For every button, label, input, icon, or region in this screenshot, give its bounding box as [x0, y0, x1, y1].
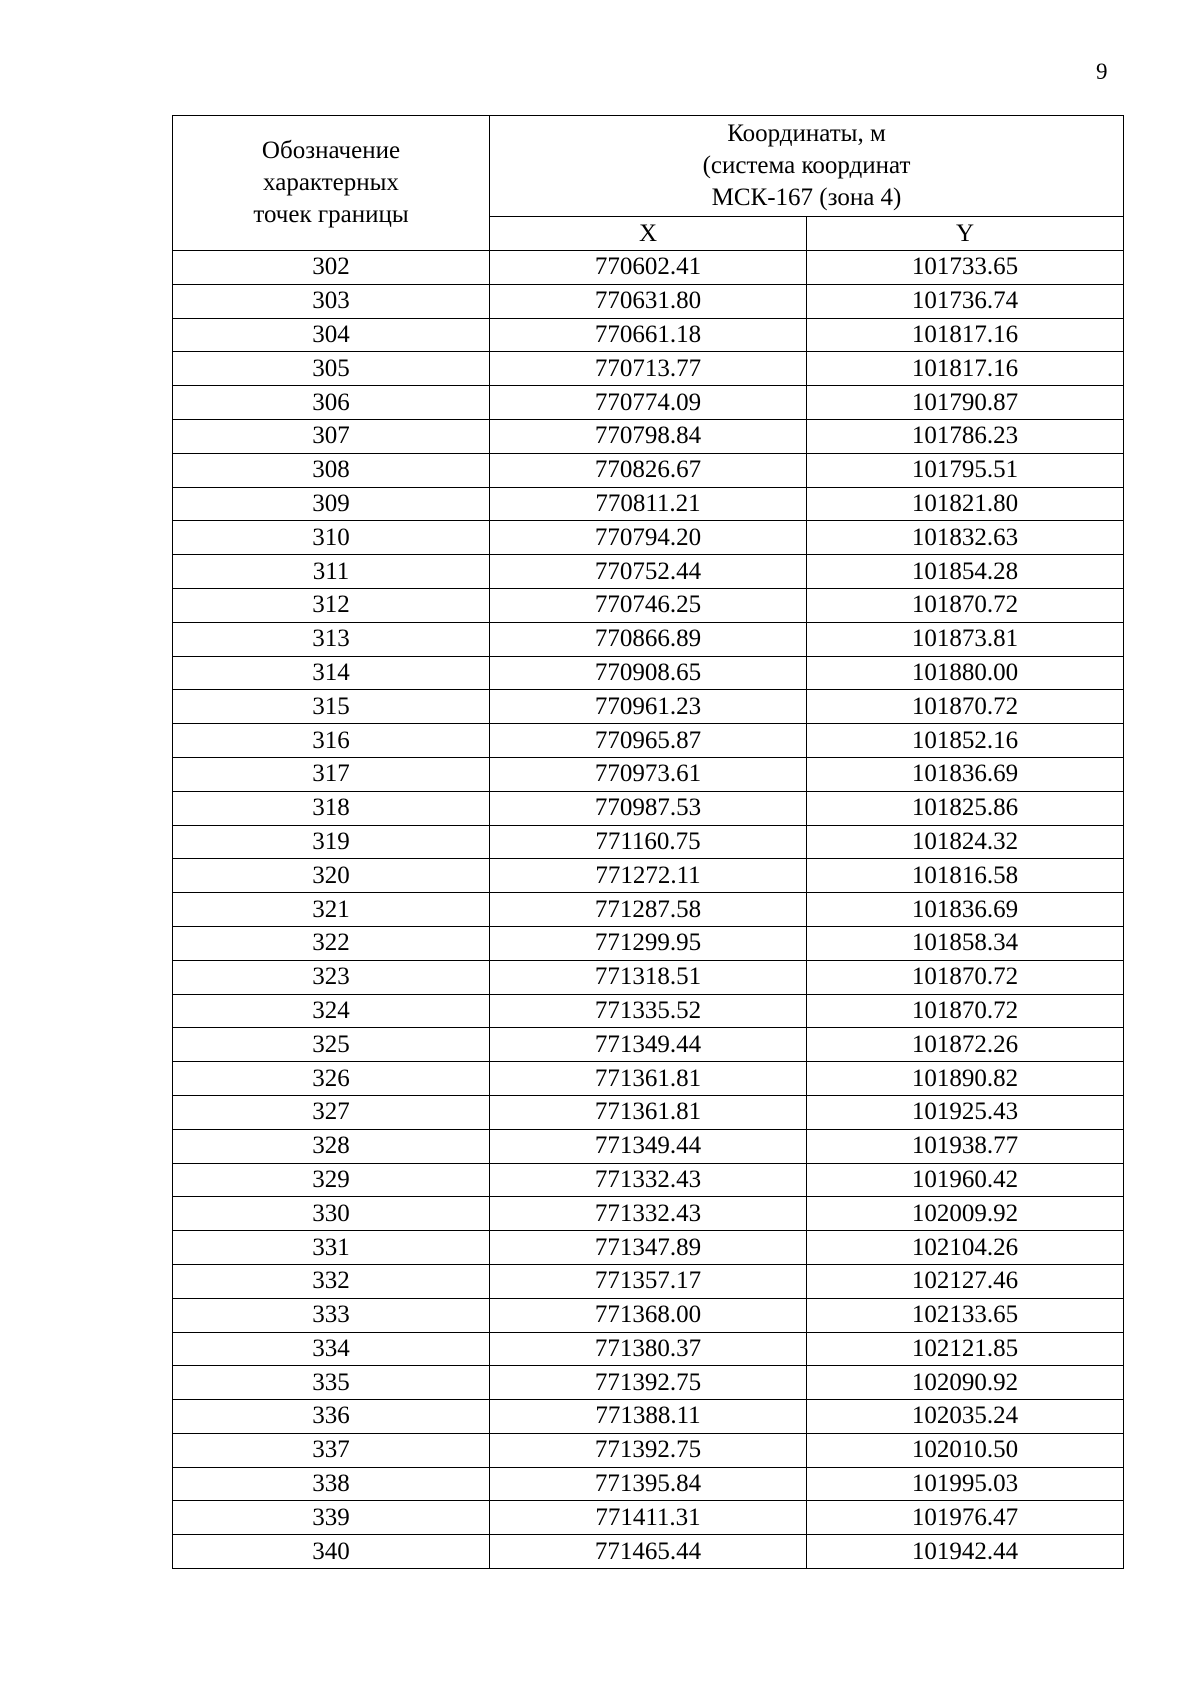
x-coordinate-cell: 771332.43 [490, 1197, 807, 1231]
table-row [173, 1028, 1124, 1062]
x-coordinate-cell: 771349.44 [490, 1129, 807, 1163]
y-coordinate-cell: 101854.28 [807, 555, 1124, 589]
y-coordinate-cell: 102010.50 [807, 1433, 1124, 1467]
coordinates-header-line: Координаты, м [727, 120, 886, 147]
table-row [173, 656, 1124, 690]
point-cell: 335 [173, 1366, 490, 1400]
y-coordinate-cell: 101938.77 [807, 1129, 1124, 1163]
x-coordinate-cell: 770774.09 [490, 386, 807, 420]
x-coordinate-cell: 771411.31 [490, 1501, 807, 1535]
x-coordinate-cell: 770794.20 [490, 521, 807, 555]
point-cell: 305 [173, 352, 490, 386]
x-coordinate-cell: 771361.81 [490, 1062, 807, 1096]
y-coordinate-cell: 101824.32 [807, 825, 1124, 859]
y-coordinate-cell: 102133.65 [807, 1298, 1124, 1332]
table-row [173, 1298, 1124, 1332]
y-coordinate-cell: 101836.69 [807, 893, 1124, 927]
coordinates-table [172, 115, 1124, 1569]
x-coordinate-cell: 771332.43 [490, 1163, 807, 1197]
table-row [173, 825, 1124, 859]
x-coordinate-cell: 771160.75 [490, 825, 807, 859]
x-coordinate-cell: 770866.89 [490, 622, 807, 656]
point-cell: 331 [173, 1231, 490, 1265]
x-coordinate-cell: 771318.51 [490, 960, 807, 994]
table-header [173, 116, 1124, 251]
point-cell: 318 [173, 791, 490, 825]
table-row [173, 453, 1124, 487]
point-cell: 309 [173, 487, 490, 521]
point-cell: 319 [173, 825, 490, 859]
table-row [173, 622, 1124, 656]
table-row [173, 487, 1124, 521]
point-cell: 326 [173, 1062, 490, 1096]
table-row [173, 352, 1124, 386]
y-coordinate-cell: 101786.23 [807, 419, 1124, 453]
x-coordinate-cell: 771272.11 [490, 859, 807, 893]
designation-header-line: характерных [263, 169, 399, 196]
point-cell: 317 [173, 757, 490, 791]
y-coordinate-cell: 101870.72 [807, 588, 1124, 622]
point-cell: 334 [173, 1332, 490, 1366]
point-cell: 339 [173, 1501, 490, 1535]
y-coordinate-cell: 101873.81 [807, 622, 1124, 656]
x-coordinate-cell: 771357.17 [490, 1264, 807, 1298]
table-row [173, 690, 1124, 724]
x-coordinate-cell: 770965.87 [490, 724, 807, 758]
x-coordinate-cell: 770973.61 [490, 757, 807, 791]
coordinates-header [490, 116, 1124, 217]
point-cell: 328 [173, 1129, 490, 1163]
y-coordinate-cell: 101880.00 [807, 656, 1124, 690]
y-coordinate-cell: 101836.69 [807, 757, 1124, 791]
table-row [173, 1400, 1124, 1434]
y-coordinate-cell: 101870.72 [807, 960, 1124, 994]
table-row [173, 1062, 1124, 1096]
y-coordinate-cell: 101832.63 [807, 521, 1124, 555]
point-cell: 329 [173, 1163, 490, 1197]
x-coordinate-cell: 770961.23 [490, 690, 807, 724]
x-coordinate-cell: 770811.21 [490, 487, 807, 521]
point-cell: 327 [173, 1095, 490, 1129]
table-row [173, 960, 1124, 994]
x-coordinate-cell: 771392.75 [490, 1366, 807, 1400]
x-coordinate-cell: 771465.44 [490, 1535, 807, 1569]
table-row [173, 588, 1124, 622]
table-row [173, 1163, 1124, 1197]
table-row [173, 1366, 1124, 1400]
x-coordinate-cell: 770602.41 [490, 251, 807, 285]
x-column-header: X [490, 217, 807, 251]
y-coordinate-cell: 102090.92 [807, 1366, 1124, 1400]
x-coordinate-cell: 771349.44 [490, 1028, 807, 1062]
x-coordinate-cell: 770746.25 [490, 588, 807, 622]
point-cell: 338 [173, 1467, 490, 1501]
table-row [173, 1433, 1124, 1467]
point-cell: 311 [173, 555, 490, 589]
x-coordinate-cell: 771392.75 [490, 1433, 807, 1467]
x-coordinate-cell: 771388.11 [490, 1400, 807, 1434]
table-row [173, 1535, 1124, 1569]
table-row [173, 386, 1124, 420]
x-coordinate-cell: 771299.95 [490, 926, 807, 960]
y-coordinate-cell: 102121.85 [807, 1332, 1124, 1366]
y-coordinate-cell: 101925.43 [807, 1095, 1124, 1129]
table-row [173, 926, 1124, 960]
point-cell: 304 [173, 318, 490, 352]
y-coordinate-cell: 101942.44 [807, 1535, 1124, 1569]
point-cell: 324 [173, 994, 490, 1028]
coordinates-header-line: (система координат [702, 152, 911, 179]
x-coordinate-cell: 771368.00 [490, 1298, 807, 1332]
y-column-header: Y [807, 217, 1124, 251]
point-cell: 302 [173, 251, 490, 285]
table-row [173, 1197, 1124, 1231]
point-cell: 333 [173, 1298, 490, 1332]
table-row [173, 724, 1124, 758]
x-coordinate-cell: 770798.84 [490, 419, 807, 453]
y-coordinate-cell: 101736.74 [807, 284, 1124, 318]
table-row [173, 1332, 1124, 1366]
point-cell: 340 [173, 1535, 490, 1569]
point-cell: 303 [173, 284, 490, 318]
point-cell: 316 [173, 724, 490, 758]
y-coordinate-cell: 101858.34 [807, 926, 1124, 960]
table-row [173, 859, 1124, 893]
point-cell: 321 [173, 893, 490, 927]
x-coordinate-cell: 771361.81 [490, 1095, 807, 1129]
y-coordinate-cell: 102009.92 [807, 1197, 1124, 1231]
x-coordinate-cell: 771335.52 [490, 994, 807, 1028]
x-coordinate-cell: 771380.37 [490, 1332, 807, 1366]
x-coordinate-cell: 770661.18 [490, 318, 807, 352]
table-row [173, 893, 1124, 927]
point-cell: 323 [173, 960, 490, 994]
y-coordinate-cell: 101872.26 [807, 1028, 1124, 1062]
point-cell: 315 [173, 690, 490, 724]
table-row [173, 1095, 1124, 1129]
point-cell: 313 [173, 622, 490, 656]
designation-header-line: Обозначение [261, 137, 401, 164]
table-row [173, 791, 1124, 825]
y-coordinate-cell: 101870.72 [807, 994, 1124, 1028]
point-cell: 310 [173, 521, 490, 555]
point-cell: 307 [173, 419, 490, 453]
point-cell: 306 [173, 386, 490, 420]
table-row [173, 757, 1124, 791]
y-coordinate-cell: 101817.16 [807, 318, 1124, 352]
point-cell: 337 [173, 1433, 490, 1467]
table-row [173, 284, 1124, 318]
x-coordinate-cell: 770987.53 [490, 791, 807, 825]
point-cell: 330 [173, 1197, 490, 1231]
table-row [173, 318, 1124, 352]
point-cell: 314 [173, 656, 490, 690]
point-cell: 308 [173, 453, 490, 487]
y-coordinate-cell: 102035.24 [807, 1400, 1124, 1434]
x-coordinate-cell: 770713.77 [490, 352, 807, 386]
point-cell: 322 [173, 926, 490, 960]
designation-header-line: точек границы [253, 201, 409, 228]
y-coordinate-cell: 101817.16 [807, 352, 1124, 386]
table-row [173, 1264, 1124, 1298]
y-coordinate-cell: 101890.82 [807, 1062, 1124, 1096]
point-cell: 325 [173, 1028, 490, 1062]
y-coordinate-cell: 101825.86 [807, 791, 1124, 825]
page-number: 9 [1096, 59, 1108, 84]
y-coordinate-cell: 101816.58 [807, 859, 1124, 893]
y-coordinate-cell: 101852.16 [807, 724, 1124, 758]
y-coordinate-cell: 101733.65 [807, 251, 1124, 285]
coordinates-header-line: МСК-167 (зона 4) [711, 184, 902, 211]
table-row [173, 1501, 1124, 1535]
y-coordinate-cell: 101976.47 [807, 1501, 1124, 1535]
table-row [173, 419, 1124, 453]
x-coordinate-cell: 770752.44 [490, 555, 807, 589]
y-coordinate-cell: 101790.87 [807, 386, 1124, 420]
x-coordinate-cell: 770631.80 [490, 284, 807, 318]
y-coordinate-cell: 102127.46 [807, 1264, 1124, 1298]
y-coordinate-cell: 101995.03 [807, 1467, 1124, 1501]
table-row [173, 994, 1124, 1028]
y-coordinate-cell: 101795.51 [807, 453, 1124, 487]
y-coordinate-cell: 102104.26 [807, 1231, 1124, 1265]
point-cell: 336 [173, 1400, 490, 1434]
table-row [173, 251, 1124, 285]
x-coordinate-cell: 770908.65 [490, 656, 807, 690]
point-cell: 312 [173, 588, 490, 622]
y-coordinate-cell: 101870.72 [807, 690, 1124, 724]
x-coordinate-cell: 771395.84 [490, 1467, 807, 1501]
table-row [173, 1467, 1124, 1501]
x-coordinate-cell: 770826.67 [490, 453, 807, 487]
x-coordinate-cell: 771347.89 [490, 1231, 807, 1265]
table-row [173, 1129, 1124, 1163]
table-row [173, 1231, 1124, 1265]
x-coordinate-cell: 771287.58 [490, 893, 807, 927]
table-row [173, 521, 1124, 555]
point-cell: 332 [173, 1264, 490, 1298]
y-coordinate-cell: 101960.42 [807, 1163, 1124, 1197]
y-coordinate-cell: 101821.80 [807, 487, 1124, 521]
designation-header [173, 116, 490, 251]
table-row [173, 555, 1124, 589]
point-cell: 320 [173, 859, 490, 893]
table-body [173, 251, 1124, 1569]
